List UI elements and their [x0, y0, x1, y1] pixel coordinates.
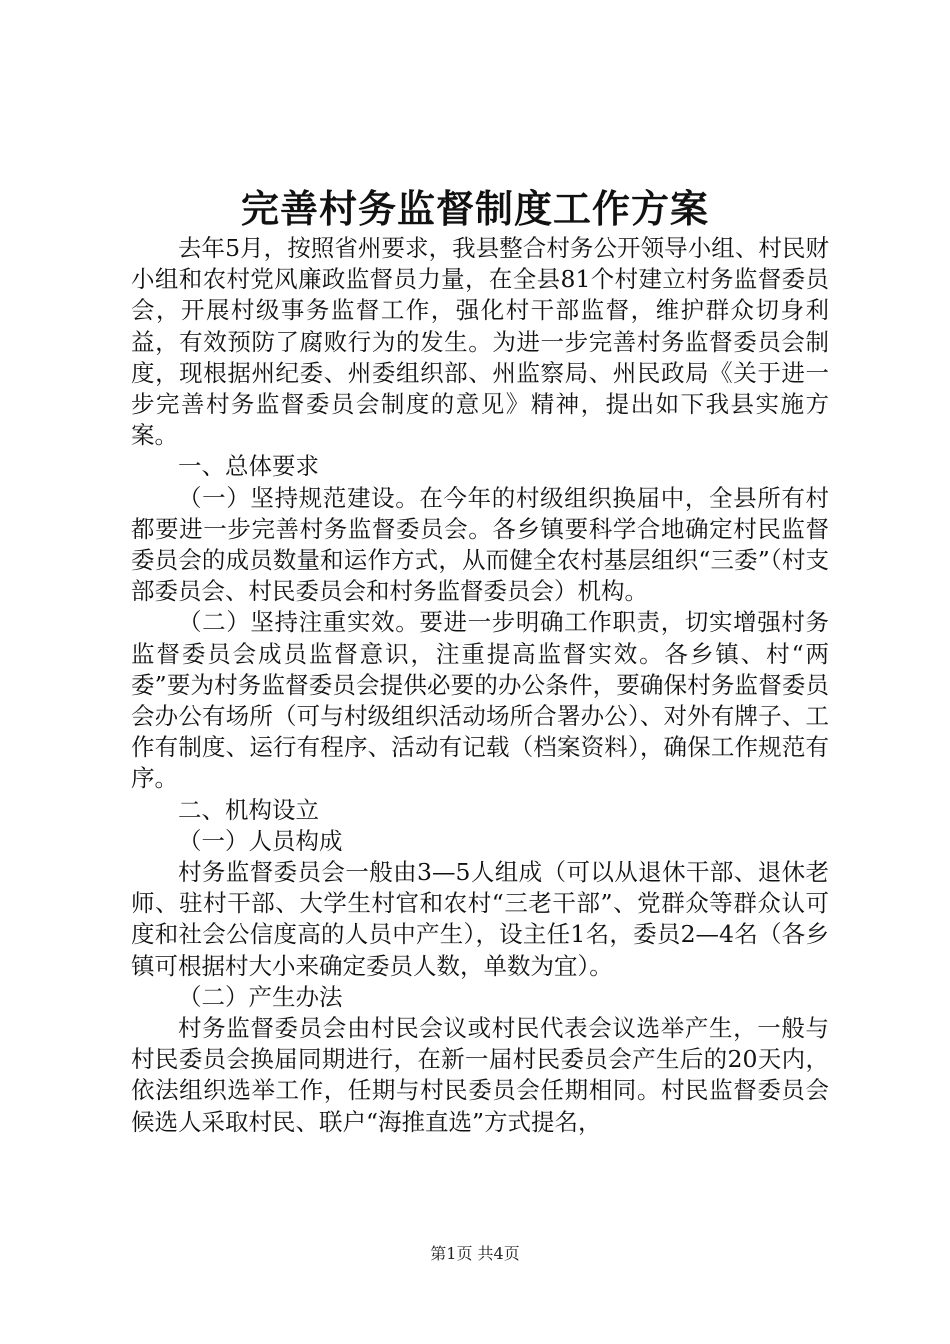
- paragraph-practical-effect: （二）坚持注重实效。要进一步明确工作职责，切实增强村务监督委员会成员监督意识，注重提高监督实效。各乡镇、村“两委”要为村务监督委员会提供必要的办公条件，要确保村务监督委员会办公有场所（可与村级组织活动场所合署办公）、对外有牌子、工作有制度、运行有程序、活动有记载（档案资料），确保工作规范有序。: [131, 608, 829, 793]
- subsection-heading-election-method: （二）产生办法: [178, 982, 343, 1011]
- page-footer: 第1页 共4页: [430, 1244, 520, 1263]
- paragraph-election-method: 村务监督委员会由村民会议或村民代表会议选举产生，一般与村民委员会换届同期进行，在新一届村民委员会产生后的20天内，依法组织选举工作，任期与村民委员会任期相同。村民监督委员会候选人采取村民、联户“海推直选”方式提名，: [131, 1014, 829, 1136]
- subsection-heading-personnel: （一）人员构成: [178, 826, 343, 855]
- section-heading-institution-setup: 二、机构设立: [178, 795, 319, 824]
- paragraph-standard-construction: （一）坚持规范建设。在今年的村级组织换届中，全县所有村都要进一步完善村务监督委员会。各乡镇要科学合地确定村民监督委员会的成员数量和运作方式，从而健全农村基层组织“三委”（村支部委员会、村民委员会和村务监督委员会）机构。: [131, 483, 829, 606]
- paragraph-intro: 去年5月，按照省州要求，我县整合村务公开领导小组、村民财小组和农村党风廉政监督员力量，在全县81个村建立村务监督委员会，开展村级事务监督工作，强化村干部监督，维护群众切身利益，有效预防了腐败行为的发生。为进一步完善村务监督委员会制度，现根据州纪委、州委组织部、州监察局、州民政局《关于进一步完善村务监督委员会制度的意见》精神，提出如下我县实施方案。: [131, 234, 829, 450]
- document-title: 完善村务监督制度工作方案: [240, 186, 709, 231]
- document-body: [131, 233, 829, 1138]
- paragraph-personnel: 村务监督委员会一般由3—5人组成（可以从退休干部、退休老师、驻村干部、大学生村官和农村“三老干部”、党群众等群众认可度和社会公信度高的人员中产生），设主任1名，委员2—4名（各乡镇可根据村大小来确定委员人数，单数为宜）。: [131, 858, 829, 980]
- section-heading-general-requirements: 一、总体要求: [178, 452, 319, 481]
